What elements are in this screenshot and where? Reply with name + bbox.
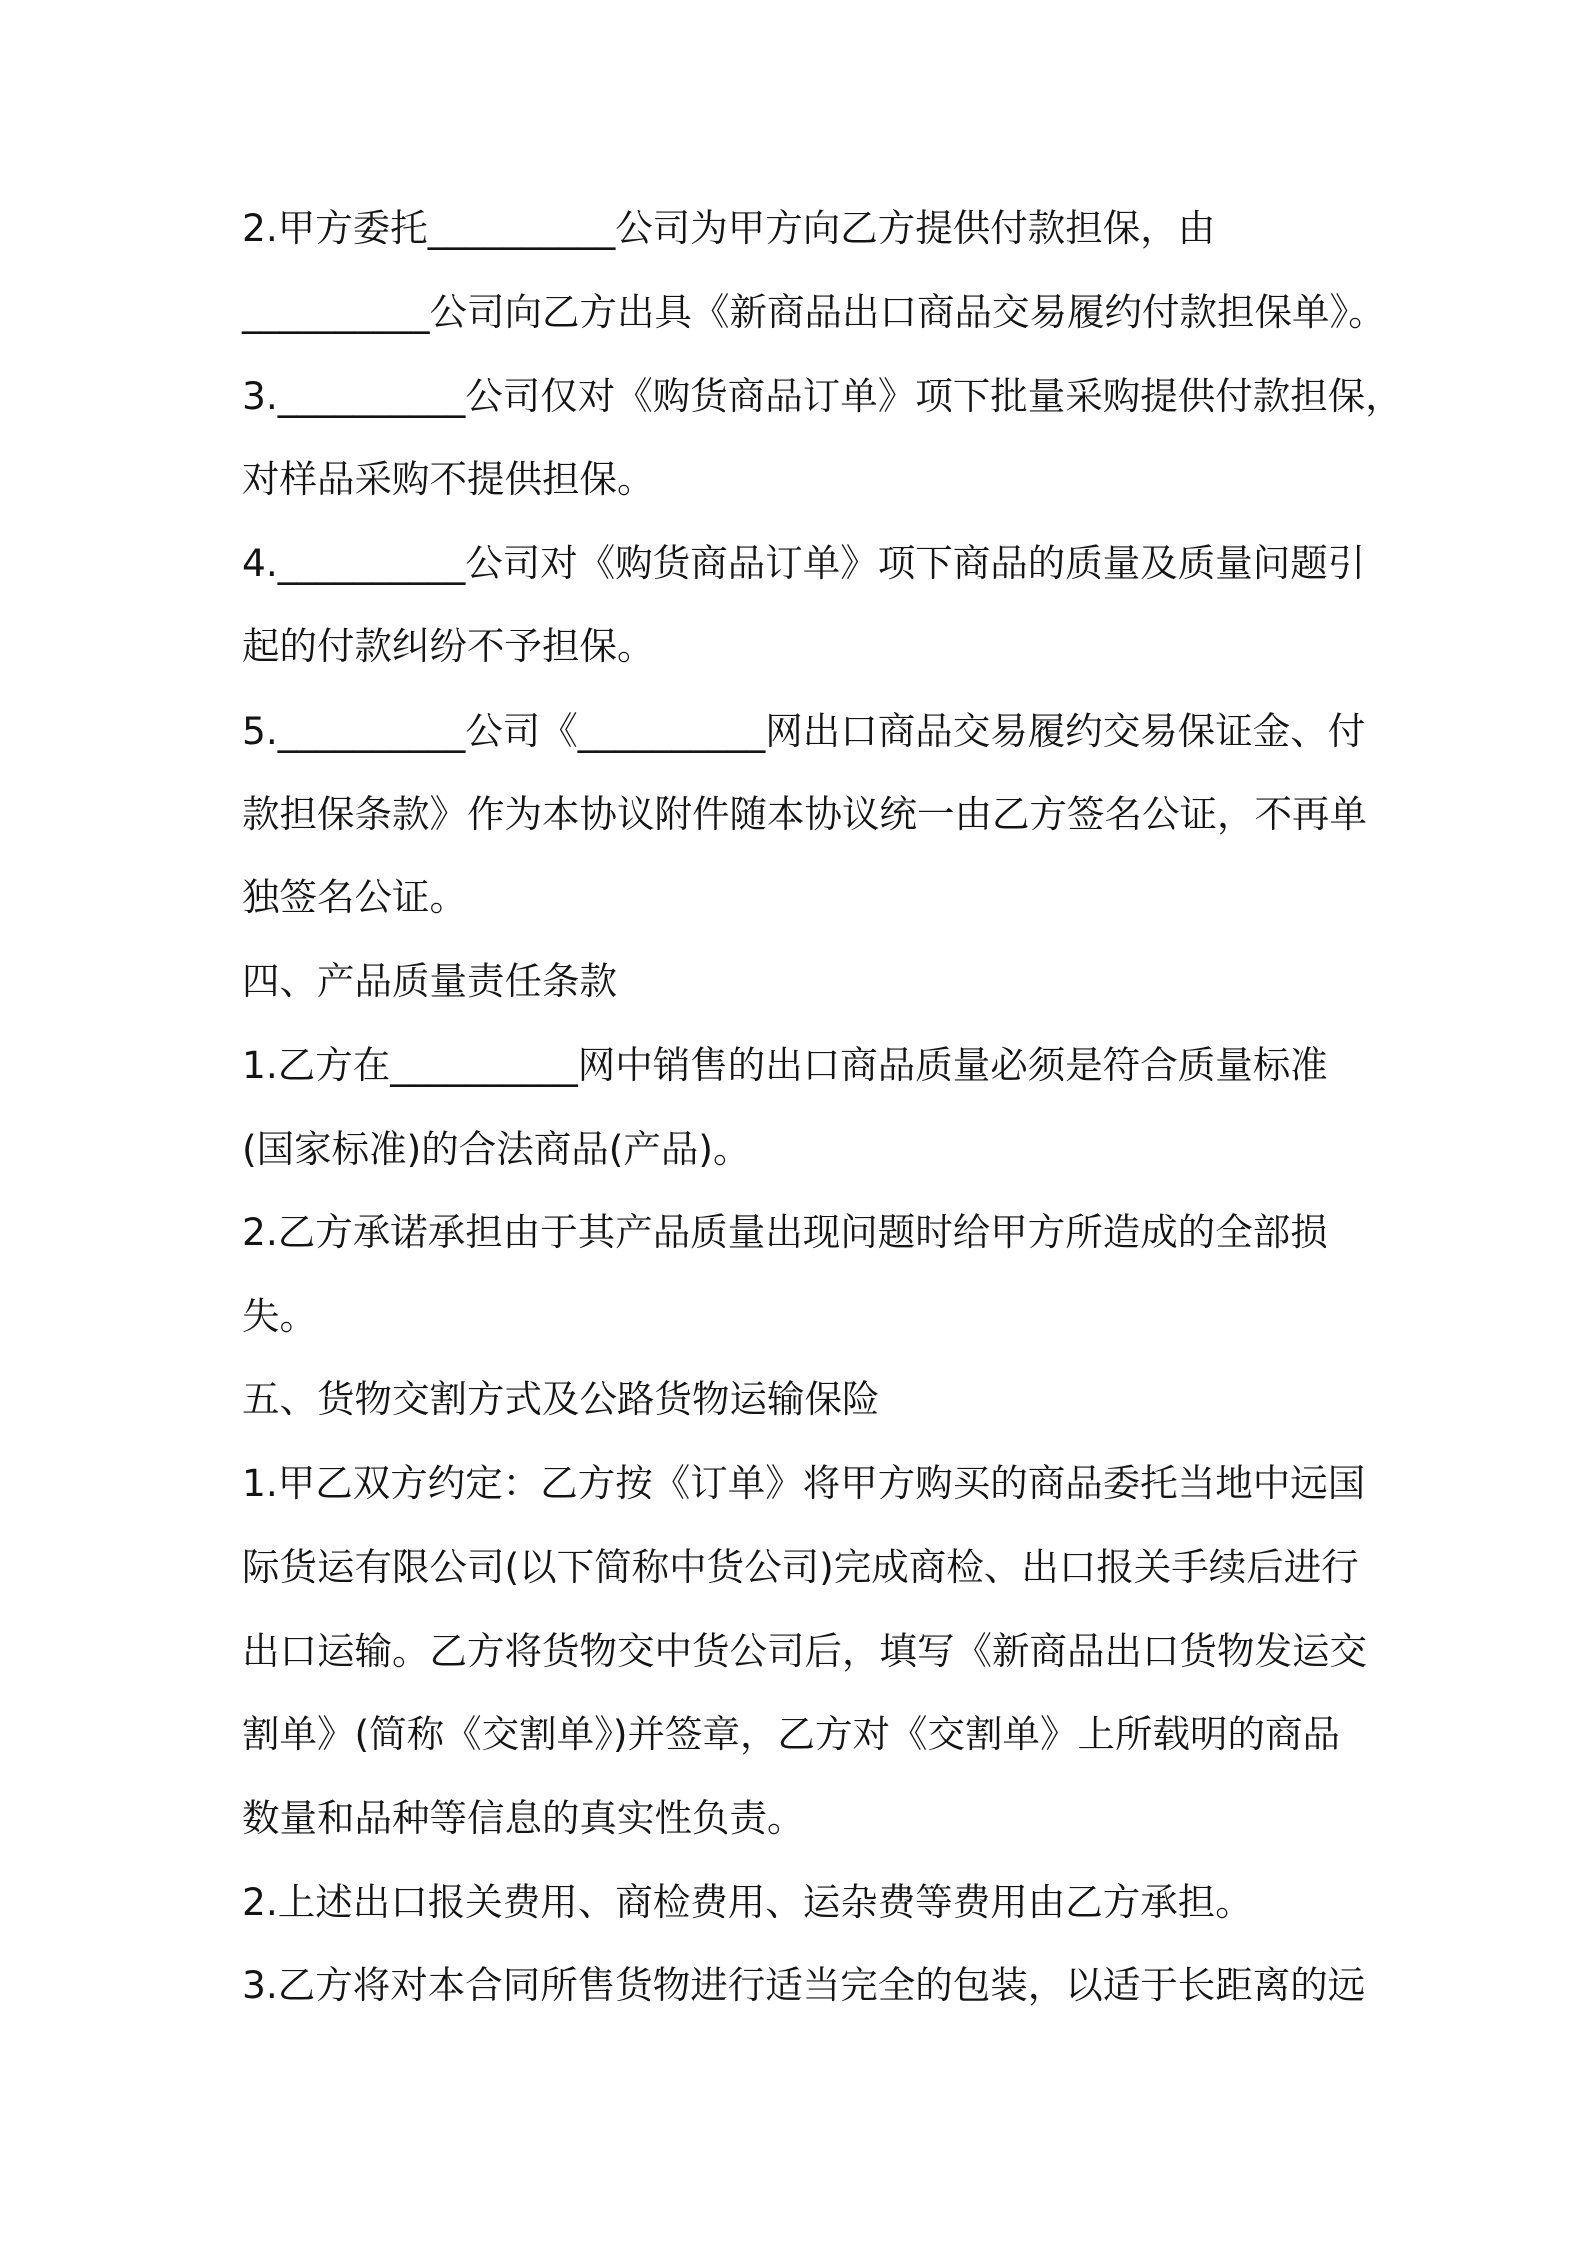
- text-line: 3.__________公司仅对《购货商品订单》项下批量采购提供付款担保，: [242, 374, 1403, 418]
- text-line: 际货运有限公司(以下简称中货公司)完成商检、出口报关手续后进行: [242, 1545, 1359, 1589]
- text-line: 失。: [242, 1294, 317, 1338]
- section-heading: 四、产品质量责任条款: [242, 959, 617, 1003]
- text-line: 2.甲方委托__________公司为甲方向乙方提供付款担保，由: [242, 206, 1216, 250]
- section-heading: 五、货物交割方式及公路货物运输保险: [242, 1377, 880, 1421]
- text-line: 1.甲乙双方约定：乙方按《订单》将甲方购买的商品委托当地中远国: [242, 1461, 1366, 1505]
- text-line: 5.__________公司《__________网出口商品交易履约交易保证金、付: [242, 709, 1366, 753]
- text-line: 2.上述出口报关费用、商检费用、运杂费等费用由乙方承担。: [242, 1880, 1253, 1924]
- text-line: 出口运输。乙方将货物交中货公司后，填写《新商品出口货物发运交: [242, 1629, 1367, 1673]
- text-line: (国家标准)的合法商品(产品)。: [242, 1127, 751, 1171]
- text-line: 3.乙方将对本合同所售货物进行适当完全的包装，以适于长距离的远: [242, 1963, 1366, 2007]
- text-line: 起的付款纠纷不予担保。: [242, 624, 655, 668]
- text-line: 对样品采购不提供担保。: [242, 457, 655, 501]
- text-line: 2.乙方承诺承担由于其产品质量出现问题时给甲方所造成的全部损: [242, 1210, 1328, 1254]
- text-line: __________公司向乙方出具《新商品出口商品交易履约付款担保单》。: [242, 290, 1386, 334]
- text-line: 1.乙方在__________网中销售的出口商品质量必须是符合质量标准: [242, 1043, 1328, 1087]
- text-line: 割单》(简称《交割单》)并签章，乙方对《交割单》上所载明的商品: [242, 1712, 1341, 1756]
- text-line: 独签名公证。: [242, 875, 467, 919]
- text-line: 4.__________公司对《购货商品订单》项下商品的质量及质量问题引: [242, 541, 1366, 585]
- text-line: 款担保条款》作为本协议附件随本协议统一由乙方签名公证，不再单: [242, 792, 1367, 836]
- text-line: 数量和品种等信息的真实性负责。: [242, 1796, 805, 1840]
